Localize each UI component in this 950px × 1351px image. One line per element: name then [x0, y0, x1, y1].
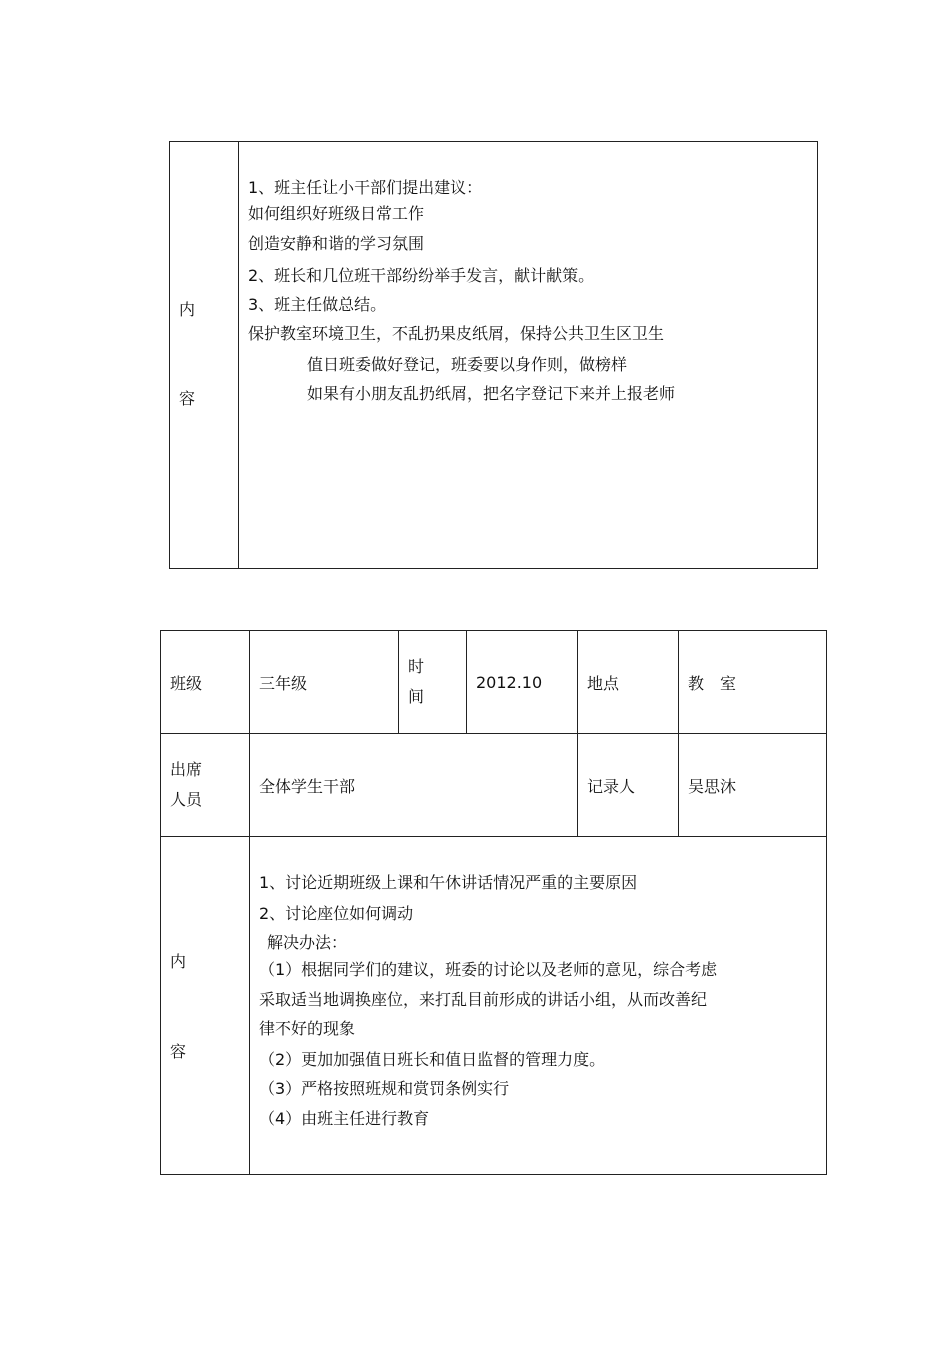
attend-label-1: 出席	[170, 760, 203, 779]
content-label-cell	[170, 142, 239, 569]
content-body-cell	[239, 142, 818, 569]
class-value: 三年级	[250, 631, 399, 734]
content-line: （1）根据同学们的建议，班委的讨论以及老师的意见，综合考虑	[259, 960, 718, 979]
content-line: 如何组织好班级日常工作	[248, 204, 425, 223]
meeting-record-table-2	[160, 630, 827, 1175]
content-line: 解决办法：	[267, 933, 348, 952]
attend-label-2: 人员	[170, 790, 203, 809]
content-line: 值日班委做好登记，班委要以身作则，做榜样	[307, 355, 628, 374]
class-label: 班级	[161, 631, 250, 734]
time-label-2: 间	[408, 687, 425, 706]
place-value: 教 室	[679, 631, 827, 734]
content-line: 律不好的现象	[259, 1019, 356, 1038]
content-line: 2、讨论座位如何调动	[259, 904, 414, 923]
time-label-1: 时	[408, 657, 425, 676]
content-line: 如果有小朋友乱扔纸屑，把名字登记下来并上报老师	[307, 384, 676, 403]
content-label-bottom: 容	[170, 1042, 187, 1061]
content-label-top: 内	[170, 952, 187, 971]
time-value: 2012.10	[467, 631, 578, 734]
content-label-cell	[161, 837, 250, 1175]
place-label: 地点	[578, 631, 679, 734]
content-label-top: 内	[179, 300, 196, 319]
content-label-bottom: 容	[179, 389, 196, 408]
recorder-value: 吴思沐	[679, 734, 827, 837]
content-line: 1、讨论近期班级上课和午休讲话情况严重的主要原因	[259, 873, 638, 892]
content-line: 创造安静和谐的学习氛围	[248, 234, 425, 253]
content-line: （2）更加加强值日班长和值日监督的管理力度。	[259, 1050, 606, 1069]
content-line: （4）由班主任进行教育	[259, 1109, 430, 1128]
meeting-content-table-1	[169, 141, 818, 569]
content-line: 保护教室环境卫生，不乱扔果皮纸屑，保持公共卫生区卫生	[248, 324, 665, 343]
time-label-cell	[399, 631, 467, 734]
content-line: （3）严格按照班规和赏罚条例实行	[259, 1079, 510, 1098]
recorder-label: 记录人	[578, 734, 679, 837]
content-line: 1、班主任让小干部们提出建议：	[248, 178, 483, 197]
attend-label-cell	[161, 734, 250, 837]
content-line: 3、班主任做总结。	[248, 295, 387, 314]
content-line: 2、班长和几位班干部纷纷举手发言，献计献策。	[248, 266, 595, 285]
attend-value: 全体学生干部	[250, 734, 578, 837]
content-body-cell	[250, 837, 827, 1175]
content-line: 采取适当地调换座位，来打乱目前形成的讲话小组，从而改善纪	[259, 990, 708, 1009]
